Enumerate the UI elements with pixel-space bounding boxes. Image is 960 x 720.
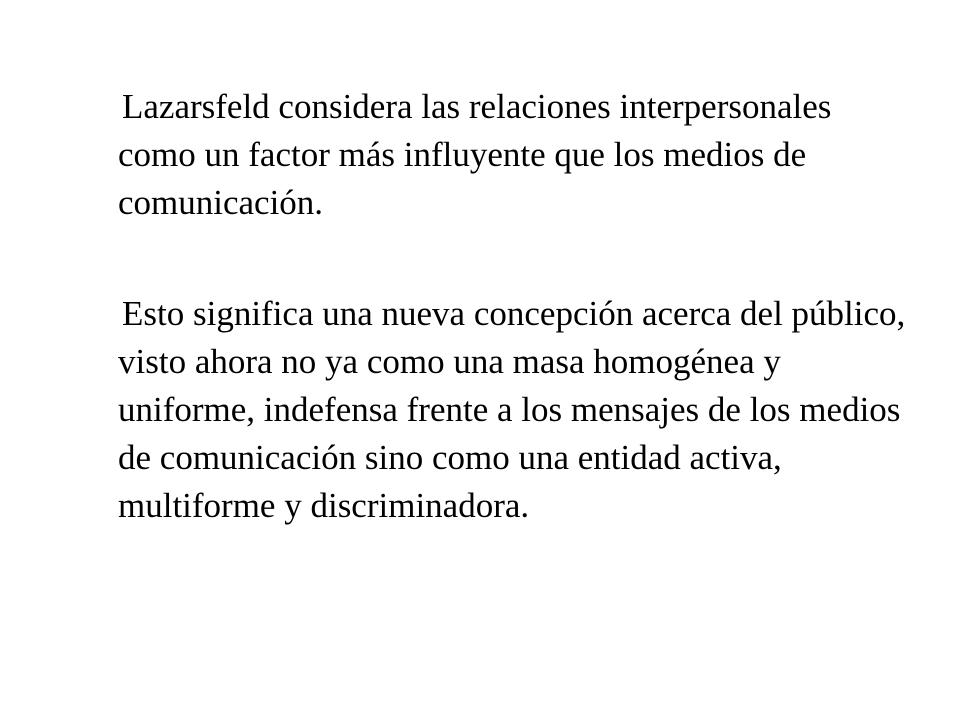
paragraph-lazarsfeld: [118, 83, 908, 227]
paragraph-public-concept: [118, 290, 908, 530]
paragraph-text-1: Lazarsfeld considera las relaciones interpersonales como un factor más influyente que los medios de comunicación.: [118, 87, 832, 222]
paragraph-text-2: Esto significa una nueva concepción acerca del público, visto ahora no ya como una masa homogénea y uniforme, indefensa frente a los mensajes de los medios de comunicación sino como una entidad activa, multiforme y discriminadora.: [118, 294, 906, 525]
